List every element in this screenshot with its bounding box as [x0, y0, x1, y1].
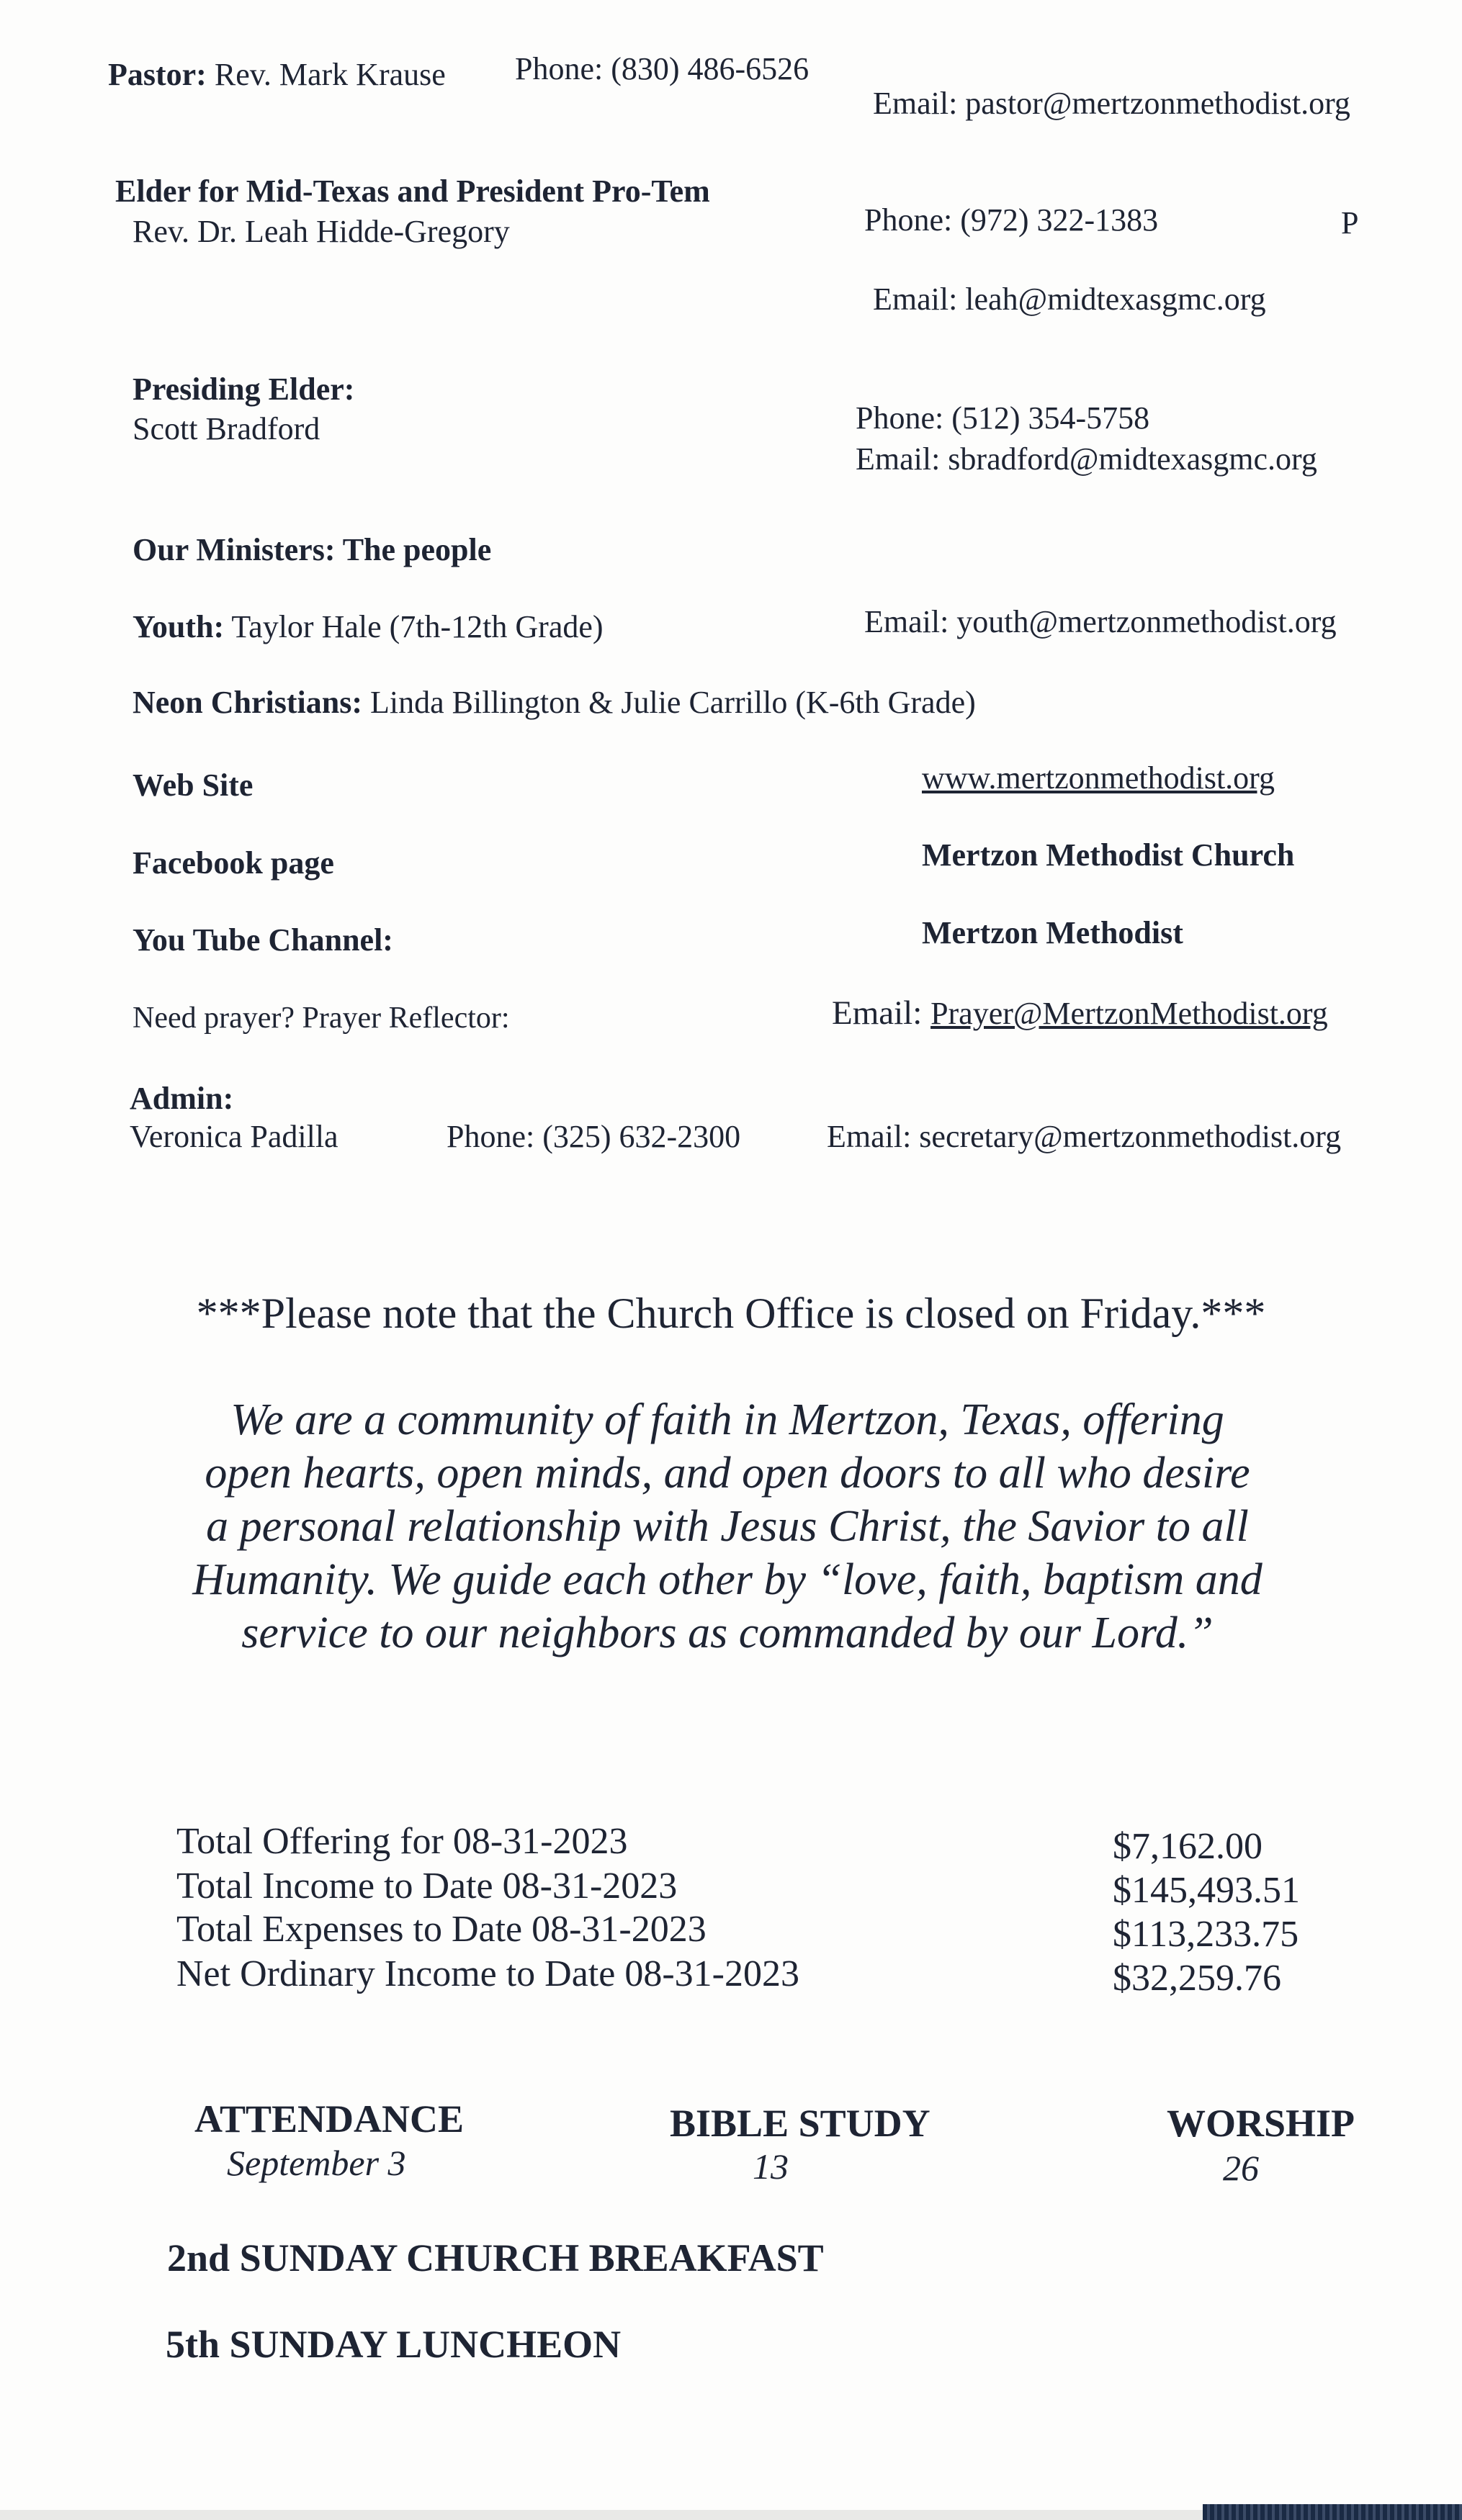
- worship-value: 26: [1223, 2148, 1259, 2188]
- bible-study-header: BIBLE STUDY: [670, 2102, 930, 2145]
- elder-name: Rev. Dr. Leah Hidde-Gregory: [133, 214, 510, 249]
- website-label: Web Site: [133, 768, 254, 803]
- pastor-email: Email: pastor@mertzonmethodist.org: [873, 86, 1350, 121]
- pastor-name: Rev. Mark Krause: [214, 57, 446, 92]
- mission-line: open hearts, open minds, and open doors to all who desire: [205, 1449, 1250, 1498]
- prayer-email-line: [832, 994, 1328, 1032]
- youth-line: [133, 608, 604, 645]
- mission-line: service to our neighbors as commanded by our Lord.”: [241, 1608, 1214, 1657]
- admin-phone: Phone: (325) 632-2300: [447, 1119, 741, 1154]
- prayer-email-link[interactable]: Prayer@MertzonMethodist.org: [930, 996, 1328, 1031]
- prayer-label: Need prayer? Prayer Reflector:: [133, 1002, 510, 1035]
- presiding-email: Email: sbradford@midtexasgmc.org: [856, 441, 1317, 477]
- elder-label: Elder for Mid-Texas and President Pro-Tem: [115, 174, 710, 209]
- neon-line: [133, 684, 976, 721]
- event-breakfast: 2nd SUNDAY CHURCH BREAKFAST: [167, 2236, 824, 2280]
- finance-value-income: $145,493.51: [1113, 1870, 1300, 1911]
- presiding-label: Presiding Elder:: [133, 372, 355, 407]
- elder-phone: Phone: (972) 322-1383: [864, 202, 1159, 238]
- prayer-email-label: Email:: [832, 994, 923, 1032]
- worship-header: WORSHIP: [1167, 2102, 1355, 2145]
- youth-email: Email: youth@mertzonmethodist.org: [864, 604, 1337, 639]
- elder-stray-mark: P: [1341, 205, 1359, 240]
- youth-name: Taylor Hale (7th-12th Grade): [231, 609, 604, 644]
- pastor-label: Pastor:: [108, 57, 207, 92]
- mission-line: We are a community of faith in Mertzon, Texas, offering: [230, 1395, 1224, 1444]
- admin-email: Email: secretary@mertzonmethodist.org: [827, 1119, 1342, 1154]
- pastor-line: [108, 56, 446, 93]
- facebook-label: Facebook page: [133, 845, 334, 881]
- mission-statement: [130, 1393, 1325, 1660]
- event-luncheon: 5th SUNDAY LUNCHEON: [166, 2323, 622, 2366]
- finance-label-income: Total Income to Date 08-31-2023: [176, 1866, 678, 1907]
- page-edge-binding: [1203, 2504, 1462, 2520]
- admin-label: Admin:: [130, 1081, 234, 1116]
- website-link[interactable]: www.mertzonmethodist.org: [922, 760, 1275, 796]
- attendance-date: September 3: [227, 2143, 406, 2183]
- finance-value-offering: $7,162.00: [1113, 1826, 1263, 1867]
- finance-value-expenses: $113,233.75: [1113, 1914, 1299, 1955]
- office-closed-note: ***Please note that the Church Office is closed on Friday.***: [196, 1290, 1266, 1337]
- facebook-value: Mertzon Methodist Church: [922, 837, 1295, 873]
- youth-label: Youth:: [133, 609, 225, 644]
- youtube-value: Mertzon Methodist: [922, 915, 1183, 950]
- finance-value-net: $32,259.76: [1113, 1958, 1281, 1999]
- neon-label: Neon Christians:: [133, 685, 363, 720]
- mission-line: Humanity. We guide each other by “love, faith, baptism and: [192, 1555, 1263, 1604]
- attendance-header: ATTENDANCE: [194, 2097, 465, 2141]
- mission-line: a personal relationship with Jesus Christ, the Savior to all: [206, 1502, 1249, 1551]
- pastor-phone: Phone: (830) 486-6526: [515, 51, 810, 86]
- finance-label-expenses: Total Expenses to Date 08-31-2023: [176, 1909, 707, 1950]
- finance-label-offering: Total Offering for 08-31-2023: [176, 1821, 628, 1862]
- elder-email: Email: leah@midtexasgmc.org: [873, 282, 1266, 317]
- presiding-phone: Phone: (512) 354-5758: [856, 400, 1150, 436]
- presiding-name: Scott Bradford: [133, 411, 320, 446]
- neon-names: Linda Billington & Julie Carrillo (K-6th Grade): [370, 685, 976, 720]
- admin-name: Veronica Padilla: [130, 1119, 338, 1154]
- youtube-label: You Tube Channel:: [133, 922, 393, 958]
- ministers-label: Our Ministers: The people: [133, 532, 492, 567]
- bible-study-value: 13: [753, 2146, 789, 2187]
- finance-label-net: Net Ordinary Income to Date 08-31-2023: [176, 1953, 799, 1994]
